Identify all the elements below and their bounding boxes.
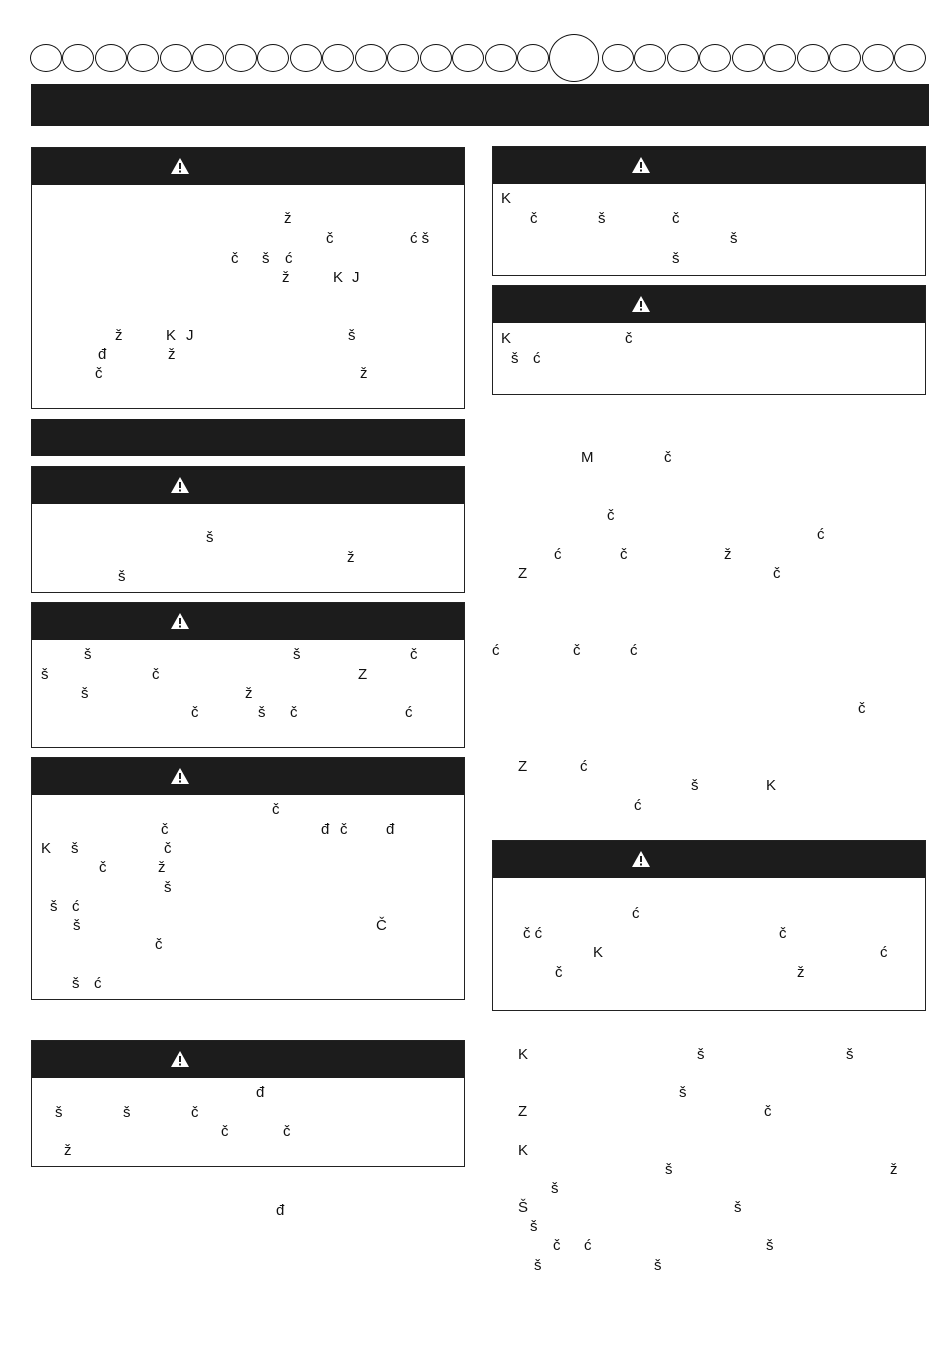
glyph: K (501, 330, 512, 347)
glyph: č (161, 821, 169, 838)
glyph: č (764, 1103, 772, 1120)
glyph: č (858, 700, 866, 717)
glyph: č (553, 1237, 561, 1254)
glyph: ž (347, 549, 355, 566)
tab-circle (95, 44, 127, 72)
glyph: š (72, 975, 80, 992)
glyph: ć (492, 642, 500, 659)
glyph: ž (168, 346, 176, 363)
glyph: č (530, 210, 538, 227)
tab-circle (290, 44, 322, 72)
glyph: č (272, 801, 280, 818)
tab-circle (420, 44, 452, 72)
glyph: Š (518, 1199, 529, 1216)
glyph: đ (256, 1084, 265, 1101)
glyph: Č (376, 917, 387, 934)
glyph: š (598, 210, 606, 227)
glyph: ć (285, 250, 293, 267)
warning-header (493, 841, 925, 878)
tab-circle (485, 44, 517, 72)
glyph: š (258, 704, 266, 721)
glyph: Z (358, 666, 368, 683)
glyph: ž (797, 964, 805, 981)
warning-triangle-icon (631, 156, 651, 174)
glyph: ć (880, 944, 888, 961)
warning-header (493, 286, 925, 323)
glyph: č (555, 964, 563, 981)
glyph: č (664, 449, 672, 466)
glyph: ć (72, 898, 80, 915)
glyph: đ (98, 346, 107, 363)
glyph: ž (64, 1142, 72, 1159)
glyph: J (352, 269, 360, 286)
warning-box (31, 466, 465, 593)
glyph: ć (554, 546, 562, 563)
tab-circle (322, 44, 354, 72)
glyph: č (410, 646, 418, 663)
warning-box (492, 840, 926, 1011)
glyph: ž (724, 546, 732, 563)
glyph: K (593, 944, 604, 961)
glyph: J (186, 327, 194, 344)
glyph: š (71, 840, 79, 857)
glyph: č (191, 1104, 199, 1121)
warning-box (31, 1040, 465, 1167)
glyph: K (501, 190, 512, 207)
warning-triangle-icon (631, 850, 651, 868)
glyph: č (672, 210, 680, 227)
glyph: ć (632, 905, 640, 922)
glyph: č (607, 507, 615, 524)
glyph: š (55, 1104, 63, 1121)
glyph: č (773, 565, 781, 582)
glyph: ć (94, 975, 102, 992)
tab-circle (894, 44, 926, 72)
tab-circle (732, 44, 764, 72)
tab-circle (452, 44, 484, 72)
glyph: č (155, 936, 163, 953)
tab-circle (862, 44, 894, 72)
tab-circle (127, 44, 159, 72)
tab-circle (192, 44, 224, 72)
glyph: č (231, 250, 239, 267)
glyph: ć š (410, 230, 430, 247)
warning-triangle-icon (170, 1050, 190, 1068)
glyph: č (573, 642, 581, 659)
glyph: K (518, 1142, 529, 1159)
tab-circle (699, 44, 731, 72)
warning-box (31, 757, 465, 1000)
glyph: ć (634, 797, 642, 814)
glyph: K (41, 840, 52, 857)
glyph: ć (584, 1237, 592, 1254)
glyph: ć (630, 642, 638, 659)
glyph: š (348, 327, 356, 344)
warning-box (31, 602, 465, 748)
glyph: ž (282, 269, 290, 286)
glyph: č (283, 1123, 291, 1140)
section-band (31, 419, 465, 456)
glyph: š (164, 879, 172, 896)
glyph: č (221, 1123, 229, 1140)
glyph: đ (321, 821, 330, 838)
glyph: Z (518, 1103, 528, 1120)
glyph: K (166, 327, 177, 344)
glyph: ž (245, 685, 253, 702)
glyph: Z (518, 758, 528, 775)
glyph: š (534, 1257, 542, 1274)
glyph: č (620, 546, 628, 563)
glyph: š (50, 898, 58, 915)
warning-header (32, 603, 464, 640)
glyph: đ (386, 821, 395, 838)
tab-circle (225, 44, 257, 72)
glyph: š (551, 1180, 559, 1197)
tab-circle (634, 44, 666, 72)
warning-header (32, 467, 464, 504)
glyph: č (95, 365, 103, 382)
glyph: ž (360, 365, 368, 382)
glyph: č (290, 704, 298, 721)
title-banner (31, 84, 929, 126)
glyph: đ (276, 1202, 285, 1219)
tab-circle (829, 44, 861, 72)
glyph: š (293, 646, 301, 663)
glyph: ž (158, 859, 166, 876)
warning-triangle-icon (170, 157, 190, 175)
glyph: ž (115, 327, 123, 344)
glyph: š (206, 529, 214, 546)
glyph: š (734, 1199, 742, 1216)
tab-circle (160, 44, 192, 72)
glyph: K (518, 1046, 529, 1063)
tab-circle (355, 44, 387, 72)
tab-circle (30, 44, 62, 72)
glyph: š (262, 250, 270, 267)
warning-header (32, 1041, 464, 1078)
glyph: š (530, 1218, 538, 1235)
glyph: Z (518, 565, 528, 582)
glyph: š (84, 646, 92, 663)
tab-circle-active (549, 34, 599, 82)
warning-triangle-icon (170, 767, 190, 785)
glyph: ć (817, 526, 825, 543)
glyph: š (691, 777, 699, 794)
glyph: š (511, 350, 519, 367)
warning-triangle-icon (170, 612, 190, 630)
glyph: č (326, 230, 334, 247)
warning-header (32, 758, 464, 795)
glyph: ć (405, 704, 413, 721)
glyph: č (99, 859, 107, 876)
glyph: č (191, 704, 199, 721)
glyph: š (118, 568, 126, 585)
glyph: č ć (523, 925, 543, 942)
warning-box (492, 146, 926, 276)
tab-circle (667, 44, 699, 72)
glyph: š (730, 230, 738, 247)
glyph: š (654, 1257, 662, 1274)
glyph: ć (533, 350, 541, 367)
tab-circle (387, 44, 419, 72)
glyph: K (333, 269, 344, 286)
glyph: š (41, 666, 49, 683)
glyph: ć (580, 758, 588, 775)
glyph: K (766, 777, 777, 794)
glyph: č (164, 840, 172, 857)
glyph: č (152, 666, 160, 683)
warning-header (493, 147, 925, 184)
warning-triangle-icon (170, 476, 190, 494)
page-tab-row (30, 34, 928, 84)
glyph: š (766, 1237, 774, 1254)
glyph: č (625, 330, 633, 347)
glyph: š (846, 1046, 854, 1063)
glyph: M (581, 449, 594, 466)
tab-circle (764, 44, 796, 72)
glyph: ž (284, 210, 292, 227)
glyph: š (665, 1161, 673, 1178)
glyph: š (672, 250, 680, 267)
tab-circle (517, 44, 549, 72)
warning-header (32, 148, 464, 185)
warning-triangle-icon (631, 295, 651, 313)
glyph: ž (890, 1161, 898, 1178)
tab-circle (797, 44, 829, 72)
glyph: č (340, 821, 348, 838)
glyph: š (73, 917, 81, 934)
glyph: š (679, 1084, 687, 1101)
tab-circle (257, 44, 289, 72)
glyph: š (697, 1046, 705, 1063)
glyph: č (779, 925, 787, 942)
tab-circle (602, 44, 634, 72)
warning-box (492, 285, 926, 395)
glyph: š (81, 685, 89, 702)
glyph: š (123, 1104, 131, 1121)
tab-circle (62, 44, 94, 72)
